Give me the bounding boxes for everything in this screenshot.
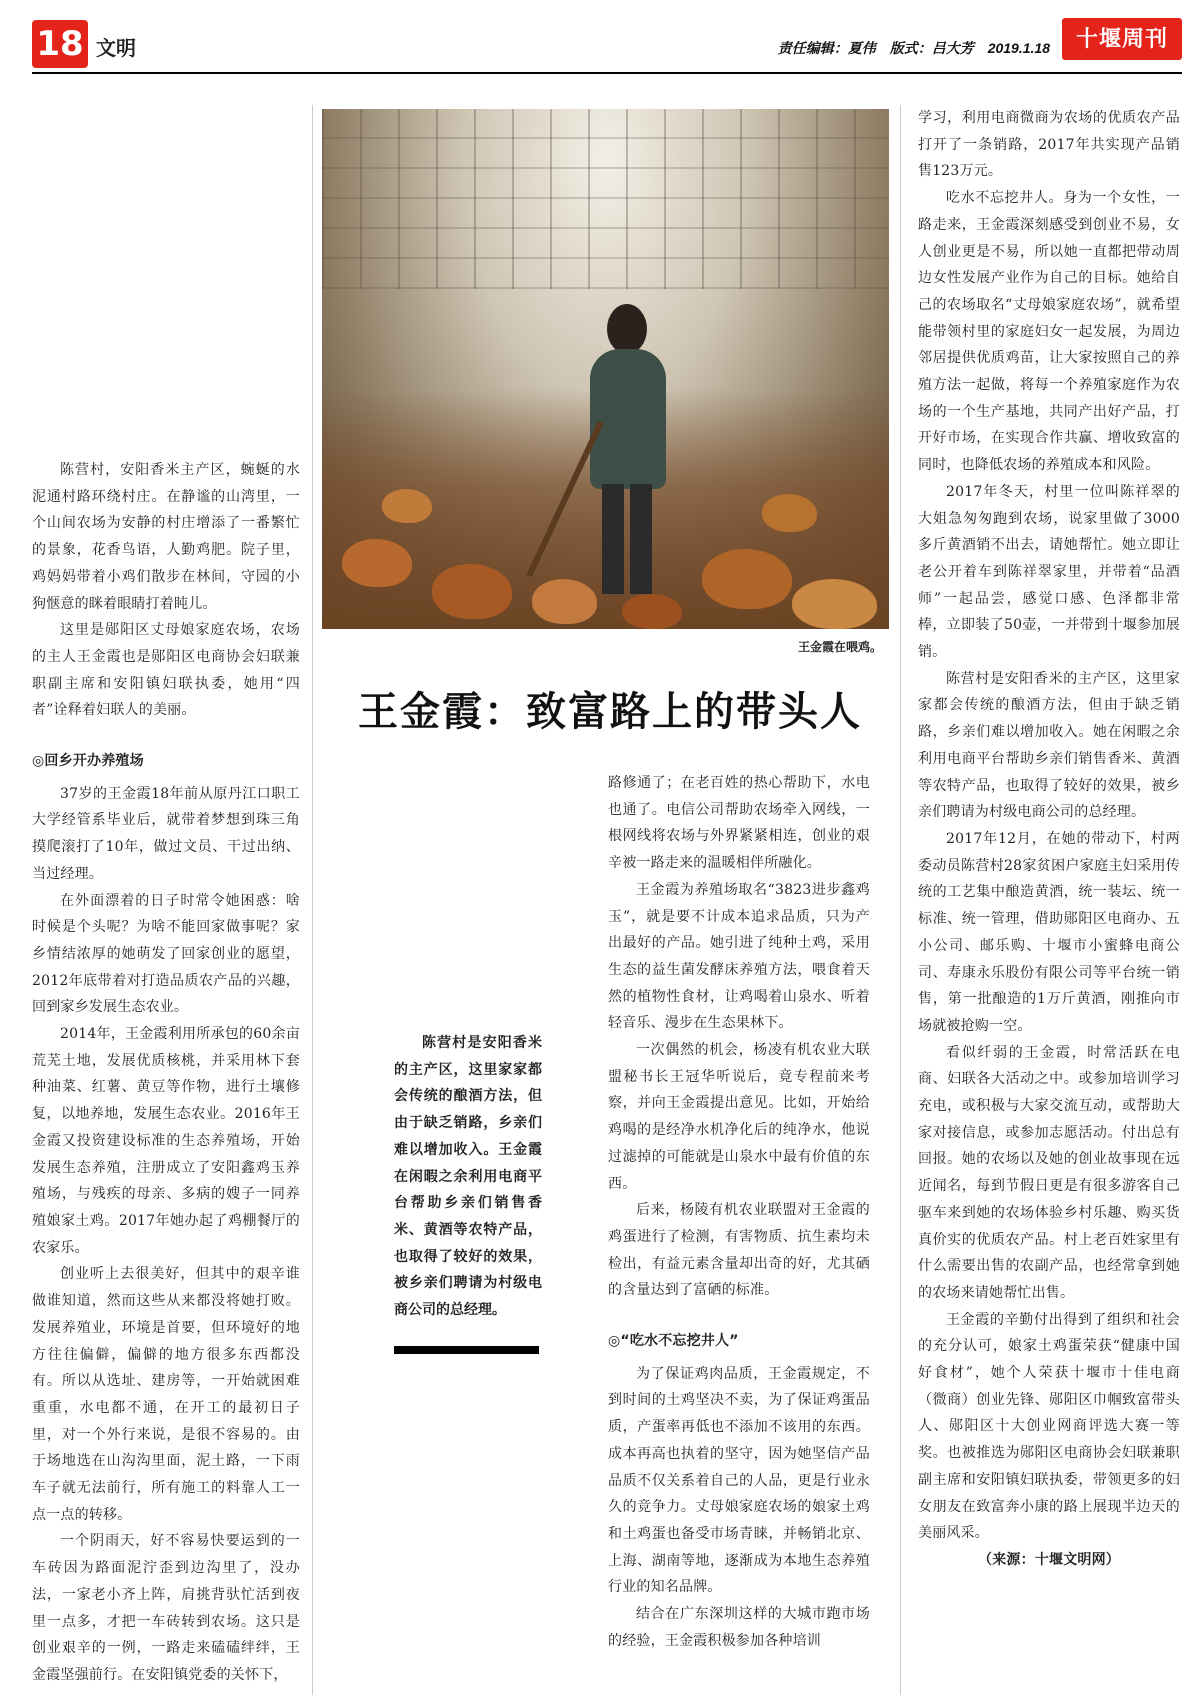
editor-line: 责任编辑：夏伟 版式：吕大芳 2019.1.18	[777, 40, 1050, 56]
paragraph: 37岁的王金霞18年前从原丹江口职工大学经管系毕业后，就带着梦想到珠三角摸爬滚打了10年，做过文员、干过出纳、当过经理。	[32, 785, 300, 882]
paragraph: 2017年冬天，村里一位叫陈祥翠的大姐急匆匆跑到农场，说家里做了3000多斤黄酒销不出去，请她帮忙。她立即让老公开着车到陈祥翠家里，并带着“品酒师”一起品尝，感觉口感、色泽都非常棒，立即装了50壶，一并带到十堰参加展销。	[918, 483, 1180, 661]
paragraph: 结合在广东深圳这样的大城市跑市场的经验，王金霞积极参加各种培训	[608, 1606, 870, 1649]
column-3	[918, 105, 1180, 1574]
chicken	[762, 494, 817, 532]
chicken	[342, 539, 412, 587]
column-2	[608, 770, 870, 1655]
paragraph: 路修通了；在老百姓的热心帮助下，水电也通了。电信公司帮助农场牵入网线，一根网线将农场与外界紧紧相连，创业的艰辛被一路走来的温暖相伴所融化。	[608, 775, 870, 872]
chicken	[702, 549, 792, 609]
paragraph: 2017年12月，在她的带动下，村两委动员陈营村28家贫困户家庭主妇采用传统的工艺集中酿造黄酒，统一装坛、统一标准、统一管理，借助郧阳区电商办、五小公司、邮乐购、十堰市小蜜蜂电商公司、寿康永乐股份有限公司等平台统一销售，第一批酿造的1万斤黄酒，刚推向市场就被抢购一空。	[918, 830, 1180, 1034]
chicken	[792, 579, 877, 629]
paragraph: 吃水不忘挖井人。身为一个女性，一路走来，王金霞深刻感受到创业不易，女人创业更是不易，所以她一直都把带动周边女性发展产业作为自己的目标。她给自己的农场取名“丈母娘家庭农场”，就希望能带领村里的家庭妇女一起发展，为周边邻居提供优质鸡苗，让大家按照自己的养殖方法一起做，将每一个养殖家庭作为农场的一个生产基地，共同产出好产品，打开好市场，在实现合作共赢、增收致富的同时，也降低农场的养殖成本和风险。	[918, 190, 1180, 474]
page-number: 18	[32, 20, 88, 68]
chicken	[622, 594, 682, 629]
column-divider	[900, 105, 901, 1695]
paragraph: 一个阴雨天，好不容易快要运到的一车砖因为路面泥泞歪到边沟里了，没办法，一家老小齐上阵，肩挑背驮忙活到夜里一点多，才把一车砖转到农场。这只是创业艰辛的一例，一路走来磕磕绊绊，王金霞坚强前行。在安阳镇党委的关怀下，	[32, 1533, 300, 1683]
paragraph: 陈营村是安阳香米的主产区，这里家家都会传统的酿酒方法，但由于缺乏销路，乡亲们难以增加收入。她在闲暇之余利用电商平台帮助乡亲们销售香米、黄酒等农特产品，也取得了较好的效果，被乡亲们聘请为村级电商公司的总经理。	[918, 670, 1180, 821]
paragraph: 2014年，王金霞利用所承包的60余亩荒芜土地，发展优质核桃，并采用林下套种油菜、红薯、黄豆等作物，进行土壤修复，以地养地，发展生态农业。2016年王金霞又投资建设标准的生态养殖场，开始发展生态养殖，注册成立了安阳鑫鸡玉养殖场，与残疾的母亲、多病的嫂子一同养殖娘家土鸡。2017年她办起了鸡棚餐厅的农家乐。	[32, 1026, 300, 1256]
paragraph: 后来，杨陵有机农业联盟对王金霞的鸡蛋进行了检测，有害物质、抗生素均未检出，有益元素含量却出奇的好，尤其硒的含量达到了富硒的标准。	[608, 1202, 870, 1299]
paragraph: 这里是郧阳区丈母娘家庭农场，农场的主人王金霞也是郧阳区电商协会妇联兼职副主席和安阳镇妇联执委，她用“四者”诠释着妇联人的美丽。	[32, 622, 300, 719]
pull-quote	[394, 1030, 542, 1324]
column-divider	[312, 105, 313, 1695]
paragraph: 王金霞为养殖场取名“3823进步鑫鸡玉”，就是要不计成本追求品质，只为产出最好的产品。她引进了纯种土鸡，采用生态的益生菌发酵床养殖方法，喂食着天然的植物性食材，让鸡喝着山泉水、听着轻音乐、漫步在生态果林下。	[608, 881, 870, 1032]
header-rule	[32, 72, 1182, 74]
paragraph: 王金霞的辛勤付出得到了组织和社会的充分认可，娘家土鸡蛋荣获“健康中国好食材”，她个人荣获十堰市十佳电商（微商）创业先锋、郧阳区巾帼致富带头人、郧阳区十大创业网商评选大赛一等奖。也被推选为郧阳区电商协会妇联兼职副主席和安阳镇妇联执委，带领更多的妇女朋友在致富奔小康的路上展现半边天的美丽风采。	[918, 1311, 1180, 1542]
chicken	[432, 564, 512, 619]
column-1	[32, 457, 300, 1689]
article-headline: 王金霞：致富路上的带头人	[358, 688, 862, 735]
paragraph: 在外面漂着的日子时常令她困惑：啥时候是个头呢？为啥不能回家做事呢？家乡情结浓厚的她萌发了回家创业的愿望，2012年底带着对打造品质农产品的兴趣，回到家乡发展生态农业。	[32, 892, 300, 1016]
farm-photo	[322, 109, 889, 629]
subheading: ◎“吃水不忘挖井人”	[608, 1333, 739, 1350]
subheading: ◎回乡开办养殖场	[32, 753, 144, 770]
paragraph: 学习，利用电商微商为农场的优质农产品打开了一条销路，2017年共实现产品销售123万元。	[918, 110, 1180, 180]
paragraph: 为了保证鸡肉品质，王金霞规定，不到时间的土鸡坚决不卖，为了保证鸡蛋品质，产蛋率再低也不添加不该用的东西。成本再高也执着的坚守，因为她坚信产品品质不仅关系着自己的人品，更是行业永久的竞争力。丈母娘家庭农场的娘家土鸡和土鸡蛋也备受市场青睐，并畅销北京、上海、湖南等地，逐渐成为本地生态养殖行业的知名品牌。	[608, 1365, 870, 1596]
chicken	[532, 579, 597, 624]
paragraph: 创业听上去很美好，但其中的艰辛谁做谁知道，然而这些从来都没将她打败。发展养殖业，环境是首要，但环境好的地方往往偏僻，偏僻的地方很多东西都没有。所以从选址、建房等，一开始就困难重重，水电都不通，在开工的最初日子里，对一个外行来说，是很不容易的。由于场地选在山沟沟里面，泥土路，一下雨车子就无法前行，所有施工的料靠人工一点一点的转移。	[32, 1266, 300, 1523]
paragraph: 陈营村，安阳香米主产区，蜿蜒的水泥通村路环绕村庄。在静谧的山湾里，一个山间农场为安静的村庄增添了一番繁忙的景象，花香鸟语，人勤鸡肥。院子里，鸡妈妈带着小鸡们散步在林间，守园的小狗惬意的眯着眼睛打着盹儿。	[32, 462, 300, 612]
section-name: 文明	[96, 36, 136, 60]
paragraph: 一次偶然的机会，杨凌有机农业大联盟秘书长王冠华听说后，竟专程前来考察，并向王金霞提出意见。比如，开始给鸡喝的是经净水机净化后的纯净水，他说过滤掉的可能就是山泉水中最有价值的东西。	[608, 1042, 870, 1192]
pull-quote-text: 陈营村是安阳香米的主产区，这里家家都会传统的酿酒方法，但由于缺乏销路，乡亲们难以增加收入。王金霞在闲暇之余利用电商平台帮助乡亲们销售香米、黄酒等农特产品，也取得了较好的效果，被乡亲们聘请为村级电商公司的总经理。	[394, 1035, 542, 1319]
photo-roof	[322, 109, 889, 289]
page-header	[32, 18, 1182, 72]
photo-caption: 王金霞在喂鸡。	[797, 640, 882, 654]
brand-logo: 十堰周刊	[1062, 18, 1182, 60]
paragraph: 看似纤弱的王金霞，时常活跃在电商、妇联各大活动之中。或参加培训学习充电，或积极与大家交流互动，或帮助大家对接信息，或参加志愿活动。付出总有回报。她的农场以及她的创业故事现在远近闻名，每到节假日更是有很多游客自己驱车来到她的农场体验乡村乐趣、购买货真价实的优质农产品。村上老百姓家里有什么需要出售的农副产品，也经常拿到她的农场来请她帮忙出售。	[918, 1044, 1180, 1301]
woman-figure	[572, 304, 682, 604]
chicken	[382, 489, 432, 523]
article-source: （来源：十堰文明网）	[978, 1551, 1120, 1568]
pull-quote-bar	[394, 1346, 539, 1354]
